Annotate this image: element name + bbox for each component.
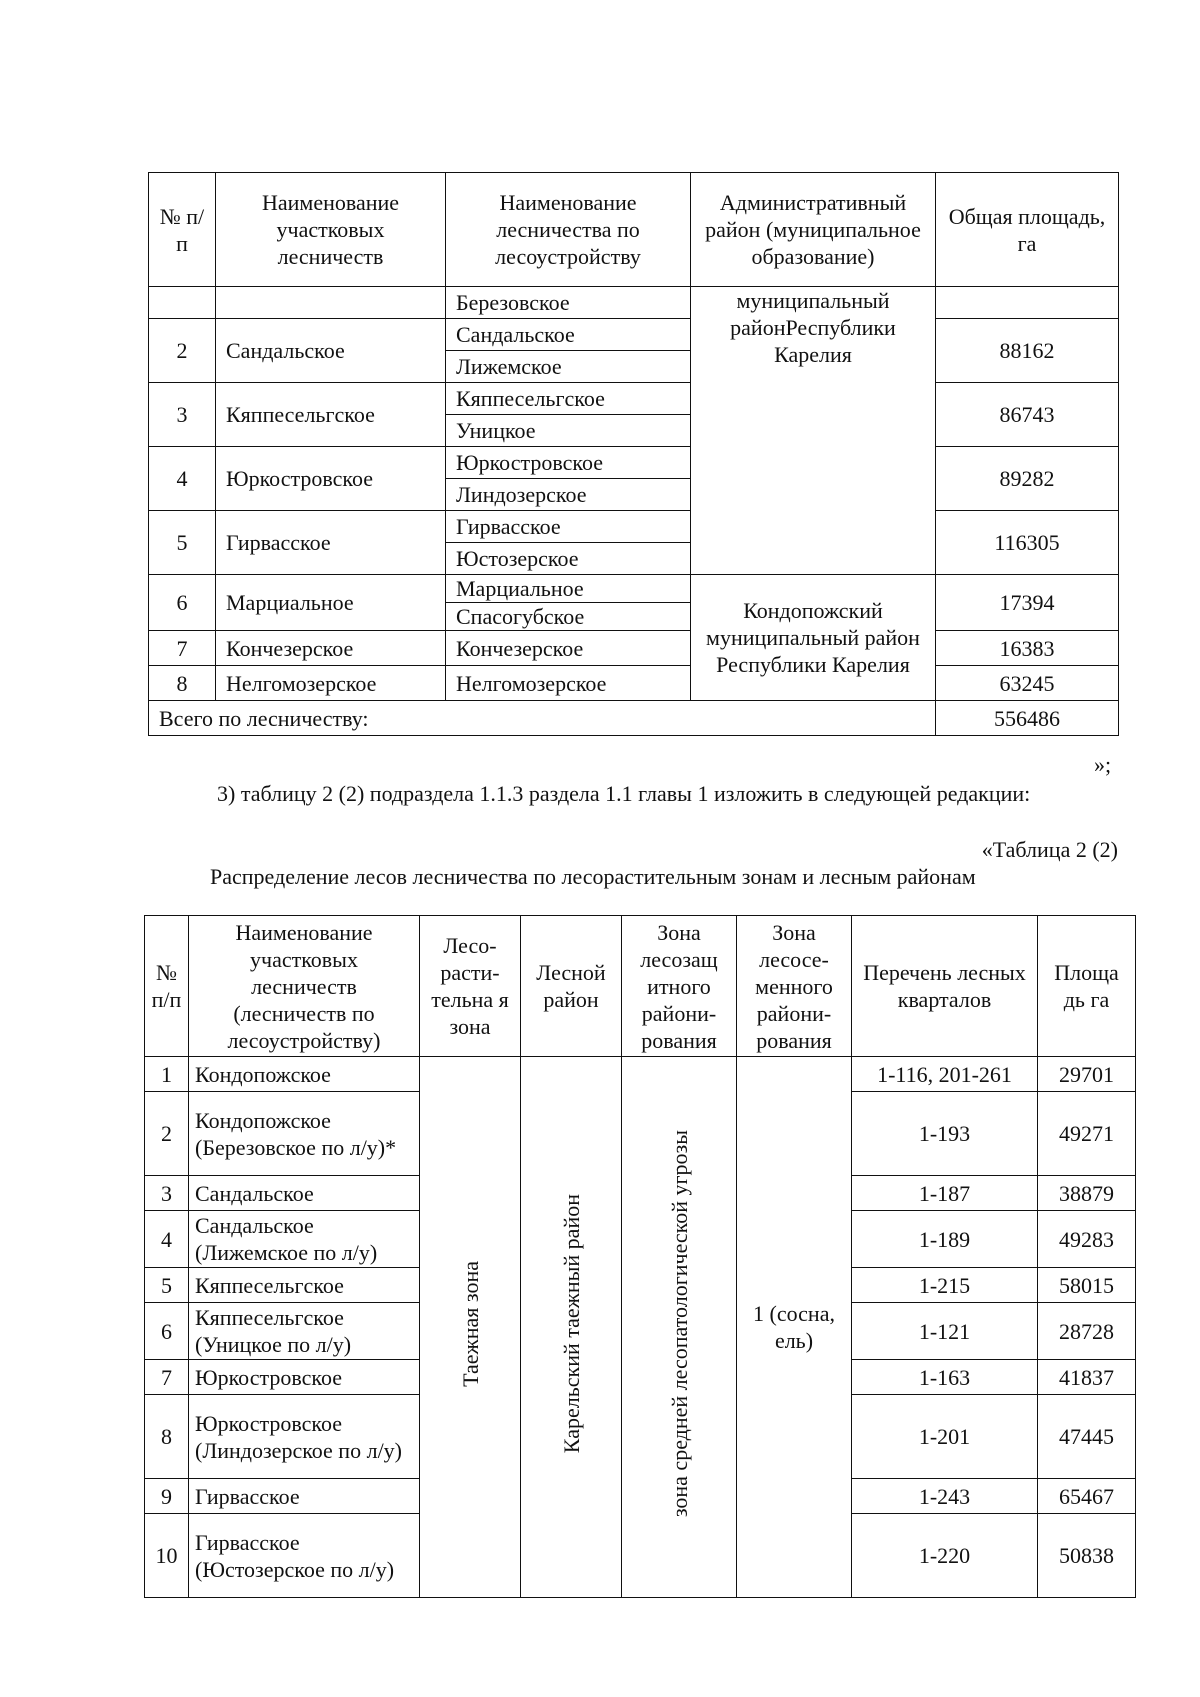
- t2-header-name: Наименование участковых лесничеств (лесничеств по лесоустройству): [189, 916, 420, 1057]
- t2-row-name: Сандальское (Лижемское по л/у): [189, 1211, 420, 1268]
- t1-row-num: 2: [149, 319, 216, 383]
- t2-row-quarters: 1-116, 201-261: [852, 1057, 1038, 1092]
- t1-sub-name: Сандальское: [446, 319, 691, 351]
- t1-row-num: 5: [149, 511, 216, 575]
- closing-quote: »;: [1094, 752, 1112, 777]
- t1-sub-name: Уницкое: [446, 415, 691, 447]
- t1-admin-1: муниципальный районРеспублики Карелия: [691, 287, 936, 575]
- t2-protect-cell: [622, 1057, 737, 1598]
- t2-row-area: 38879: [1038, 1176, 1136, 1211]
- t1-row-area: 17394: [936, 575, 1119, 631]
- t2-row-area: 41837: [1038, 1360, 1136, 1395]
- t2-row-num: 9: [145, 1479, 189, 1514]
- t2-row-num: 5: [145, 1268, 189, 1303]
- t2-protect-value: зона средней лесопатологической угрозы: [666, 1130, 692, 1518]
- t1-row-name: Гирвасское: [216, 511, 446, 575]
- t2-row-area: 65467: [1038, 1479, 1136, 1514]
- t2-row-area: 47445: [1038, 1395, 1136, 1479]
- t2-row-name: Юркостровское: [189, 1360, 420, 1395]
- t2-row-quarters: 1-220: [852, 1514, 1038, 1598]
- t2-row-num: 7: [145, 1360, 189, 1395]
- forestry-table-2: [144, 915, 1136, 1598]
- t2-row-area: 49283: [1038, 1211, 1136, 1268]
- t2-row-quarters: 1-163: [852, 1360, 1038, 1395]
- t2-header-zone: Лесо-расти-тельна я зона: [420, 916, 521, 1057]
- t2-row-num: 10: [145, 1514, 189, 1598]
- t2-row-name: Сандальское: [189, 1176, 420, 1211]
- t2-row-name: Кяппесельгское (Уницкое по л/у): [189, 1303, 420, 1360]
- t1-sub-name: Нелгомозерское: [446, 666, 691, 701]
- t2-row-num: 6: [145, 1303, 189, 1360]
- t2-row-num: 4: [145, 1211, 189, 1268]
- t1-row-num: 6: [149, 575, 216, 631]
- t1-row-num: 8: [149, 666, 216, 701]
- t2-row-name: Гирвасское (Юстозерское по л/у): [189, 1514, 420, 1598]
- t2-row-num: 1: [145, 1057, 189, 1092]
- t1-row-area: 89282: [936, 447, 1119, 511]
- t2-zone-cell: [420, 1057, 521, 1598]
- t1-header-admin: Административный район (муниципальное образование): [691, 173, 936, 287]
- t1-cell-empty: [149, 287, 216, 319]
- t2-header-seed: Зона лесосе-менного райони-рования: [737, 916, 852, 1057]
- t1-sub-name: Гирвасское: [446, 511, 691, 543]
- t1-total-value: 556486: [936, 701, 1119, 736]
- t1-sub-name: Спасогубское: [446, 603, 691, 631]
- t2-row-name: Кондопожское: [189, 1057, 420, 1092]
- t2-row-area: 49271: [1038, 1092, 1136, 1176]
- t1-row-area: 86743: [936, 383, 1119, 447]
- t1-header-area: Общая площадь, га: [936, 173, 1119, 287]
- t1-row-name: Кяппесельгское: [216, 383, 446, 447]
- t1-row-area: 88162: [936, 319, 1119, 383]
- t2-row-quarters: 1-215: [852, 1268, 1038, 1303]
- t2-row-quarters: 1-189: [852, 1211, 1038, 1268]
- t1-row-num: 3: [149, 383, 216, 447]
- forestry-table-1: [148, 172, 1119, 736]
- t1-sub-name: Линдозерское: [446, 479, 691, 511]
- amendment-paragraph: 3) таблицу 2 (2) подраздела 1.1.3 раздела 1.1 главы 1 изложить в следующей редакции:: [217, 781, 1031, 806]
- t1-total-label: Всего по лесничеству:: [149, 701, 936, 736]
- t2-row-num: 3: [145, 1176, 189, 1211]
- t2-seed-value: 1 (сосна, ель): [737, 1057, 852, 1598]
- t1-row-name: Марциальное: [216, 575, 446, 631]
- t1-cell-empty: [936, 287, 1119, 319]
- t1-sub-name: Кяппесельгское: [446, 383, 691, 415]
- t1-row-area: 16383: [936, 631, 1119, 666]
- t2-row-quarters: 1-187: [852, 1176, 1038, 1211]
- t1-row-name: Кончезерское: [216, 631, 446, 666]
- t2-district-value: Карельский таежный район: [558, 1194, 584, 1454]
- t2-row-area: 58015: [1038, 1268, 1136, 1303]
- t2-zone-value: Таежная зона: [457, 1261, 483, 1387]
- t1-row-name: Сандальское: [216, 319, 446, 383]
- t2-header-protect: Зона лесозащ итного райони-рования: [622, 916, 737, 1057]
- t1-header-lesoustroistvo: Наименование лесничества по лесоустройству: [446, 173, 691, 287]
- table2-title: Распределение лесов лесничества по лесорастительным зонам и лесным районам: [210, 864, 976, 889]
- t1-sub-name: Кончезерское: [446, 631, 691, 666]
- t2-header-quarters: Перечень лесных кварталов: [852, 916, 1038, 1057]
- t1-row-num: 7: [149, 631, 216, 666]
- t2-row-name: Кондопожское (Березовское по л/у)*: [189, 1092, 420, 1176]
- t2-row-name: Гирвасское: [189, 1479, 420, 1514]
- t1-row-name: Юркостровское: [216, 447, 446, 511]
- t2-row-num: 8: [145, 1395, 189, 1479]
- t2-row-quarters: 1-201: [852, 1395, 1038, 1479]
- t2-row-quarters: 1-121: [852, 1303, 1038, 1360]
- t1-row-name: Нелгомозерское: [216, 666, 446, 701]
- t2-row-area: 28728: [1038, 1303, 1136, 1360]
- t2-row-quarters: 1-243: [852, 1479, 1038, 1514]
- t1-sub-name: Юркостровское: [446, 447, 691, 479]
- t2-row-area: 29701: [1038, 1057, 1136, 1092]
- table2-label: «Таблица 2 (2): [981, 837, 1118, 862]
- t2-header-area: Площа дь га: [1038, 916, 1136, 1057]
- t1-admin-2: Кондопожский муниципальный район Республики Карелия: [691, 575, 936, 701]
- t1-row-num: 4: [149, 447, 216, 511]
- t1-header-uchastok: Наименование участковых лесничеств: [216, 173, 446, 287]
- t1-sub-name: Лижемское: [446, 351, 691, 383]
- t1-row-area: 63245: [936, 666, 1119, 701]
- t2-header-num: № п/п: [145, 916, 189, 1057]
- t1-header-num: № п/п: [149, 173, 216, 287]
- t1-row-area: 116305: [936, 511, 1119, 575]
- t2-district-cell: [521, 1057, 622, 1598]
- t2-row-name: Кяппесельгское: [189, 1268, 420, 1303]
- t2-row-name: Юркостровское (Линдозерское по л/у): [189, 1395, 420, 1479]
- t2-row-quarters: 1-193: [852, 1092, 1038, 1176]
- t1-sub-name: Березовское: [446, 287, 691, 319]
- t2-row-num: 2: [145, 1092, 189, 1176]
- t2-row-area: 50838: [1038, 1514, 1136, 1598]
- t1-sub-name: Марциальное: [446, 575, 691, 603]
- t1-sub-name: Юстозерское: [446, 543, 691, 575]
- t1-cell-empty: [216, 287, 446, 319]
- t2-header-district: Лесной район: [521, 916, 622, 1057]
